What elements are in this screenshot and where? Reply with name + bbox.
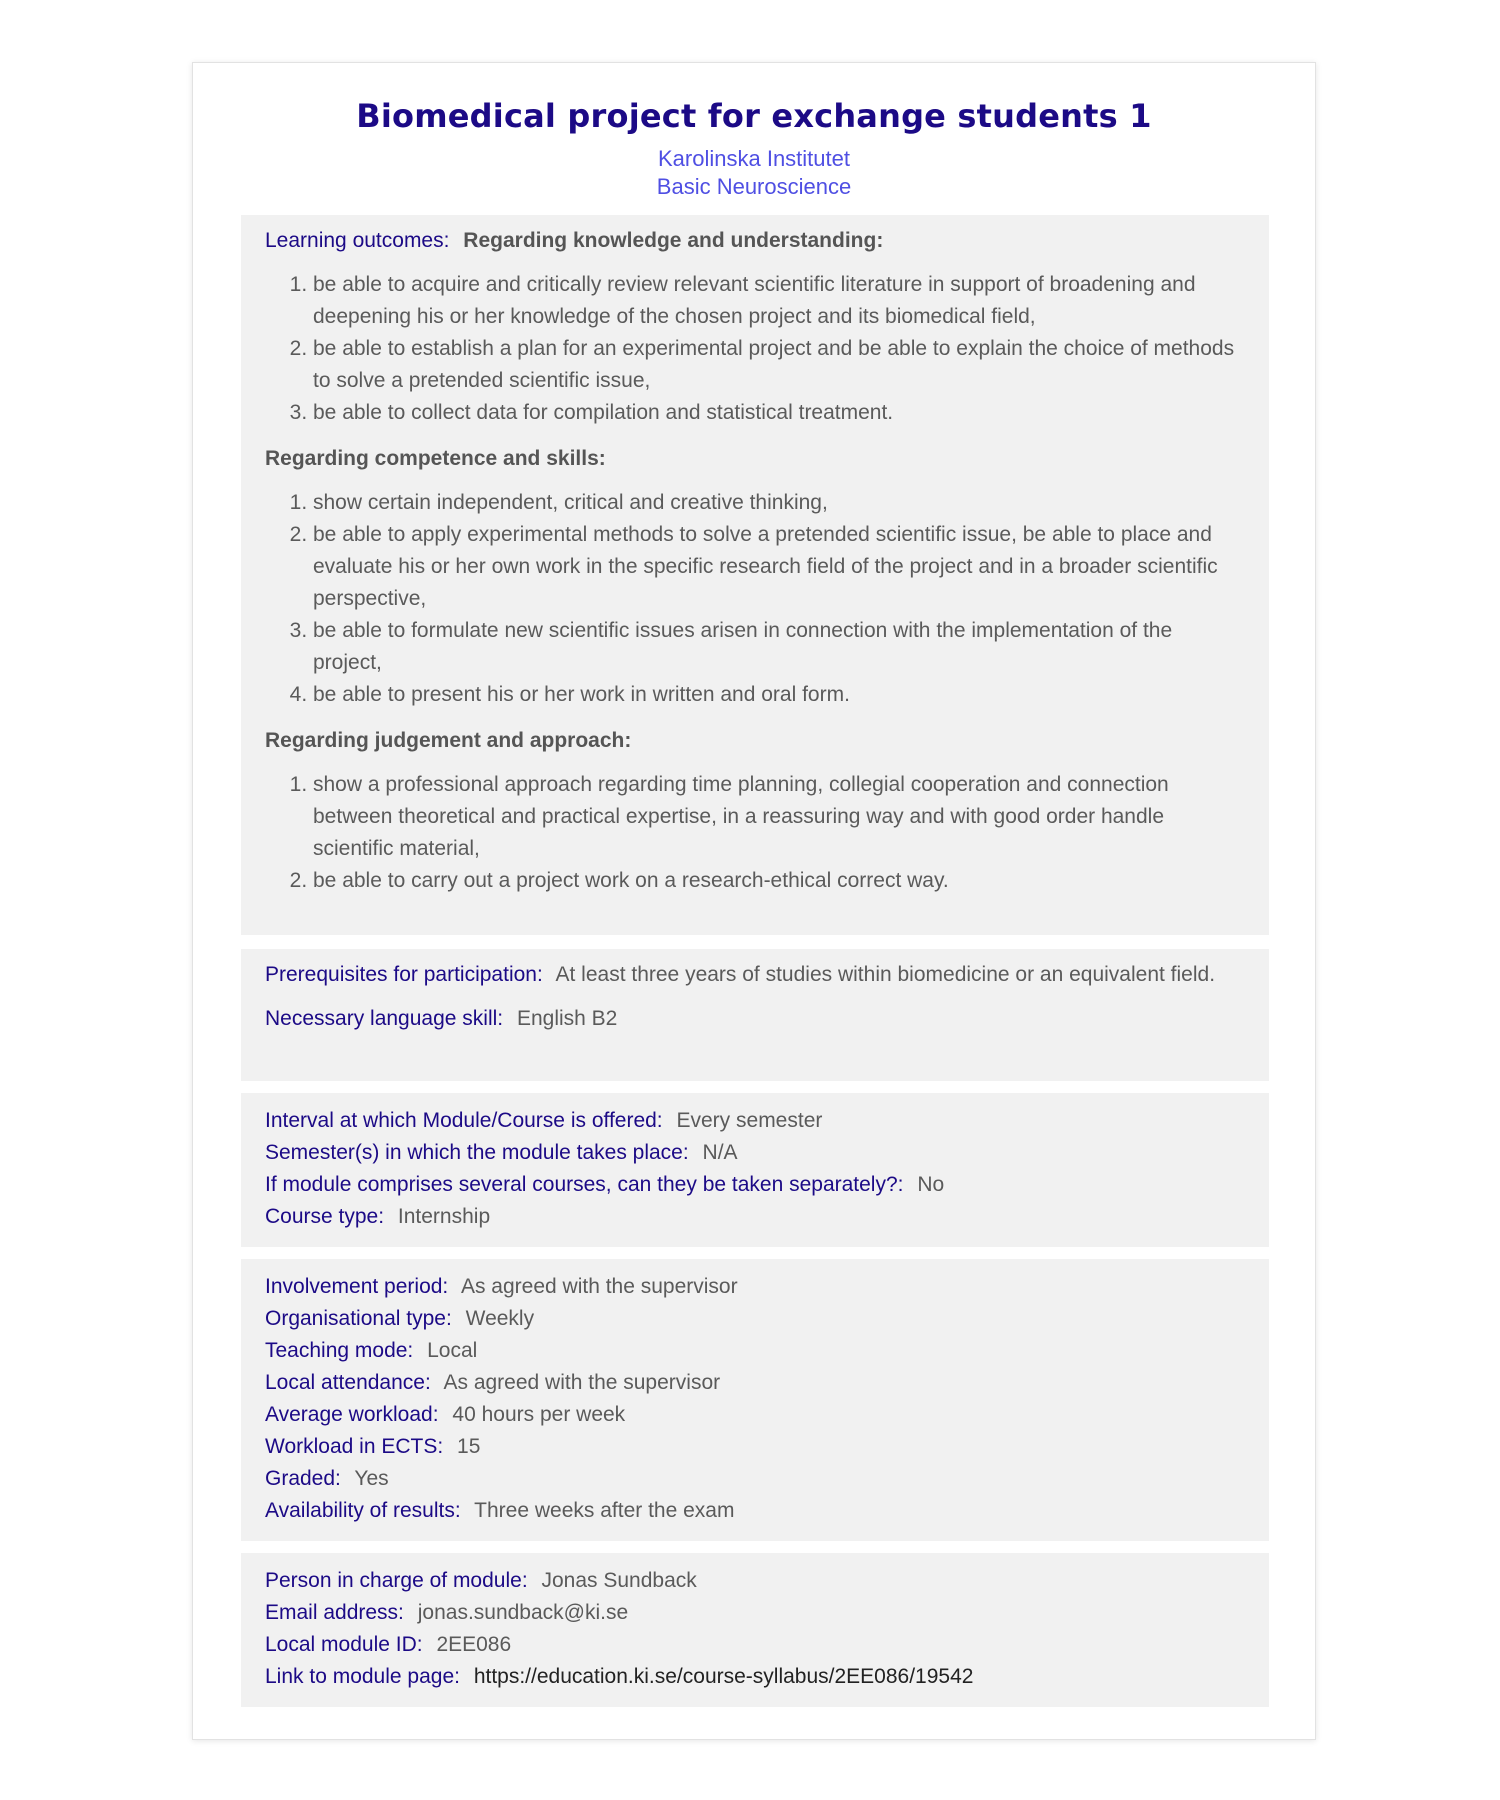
institution-name: Karolinska Institutet [658,146,850,171]
person-label: Person in charge of module: [265,1569,528,1592]
language-value: English B2 [516,1007,618,1030]
teaching-mode-label: Teaching mode: [265,1339,414,1362]
average-workload-row [265,1399,1245,1431]
involvement-period-label: Involvement period: [265,1275,449,1298]
involvement-section [241,1259,1269,1541]
offering-section [241,1093,1269,1247]
competence-list [265,487,1245,711]
ects-row [265,1431,1245,1463]
prerequisites-row [265,959,1245,991]
list-item: 2. be able to apply experimental methods to solve a pretended scientific issue, be able to place and evaluate his or her own work in the specific research field of the project and in a broader scientific perspective, [313,519,1245,615]
person-row [265,1565,1245,1597]
list-item: 1. be able to acquire and critically review relevant scientific literature in support of broadening and deepening his or her knowledge of the chosen project and its biomedical field, [313,269,1245,333]
module-card [192,62,1316,1740]
module-link-row [265,1661,1245,1693]
course-type-row [265,1201,1245,1233]
organisational-type-label: Organisational type: [265,1307,452,1330]
interval-label: Interval at which Module/Course is offered: [265,1109,663,1132]
ects-label: Workload in ECTS: [265,1435,444,1458]
list-item: 2. be able to establish a plan for an experimental project and be able to explain the choice of methods to solve a pretended scientific issue, [313,333,1245,397]
graded-row [265,1463,1245,1495]
list-item: 2. be able to carry out a project work on a research-ethical correct way. [313,865,1245,897]
learning-outcomes-section [241,215,1269,935]
semester-row [265,1137,1245,1169]
contact-section [241,1553,1269,1707]
list-item: 1. show a professional approach regarding time planning, collegial cooperation and connection between theoretical and practical expertise, in a reassuring way and with good order handle scientific material, [313,769,1245,865]
organisational-type-value: Weekly [465,1307,535,1330]
local-attendance-row [265,1367,1245,1399]
email-row [265,1597,1245,1629]
email-value: jonas.sundback@ki.se [417,1601,629,1624]
average-workload-value: 40 hours per week [452,1403,626,1426]
learning-outcomes-label: Learning outcomes: [265,229,450,252]
teaching-mode-row [265,1335,1245,1367]
list-item: 3. be able to formulate new scientific issues arisen in connection with the implementation of the project, [313,615,1245,679]
results-value: Three weeks after the exam [474,1499,735,1522]
judgement-list [265,769,1245,897]
module-id-value: 2EE086 [436,1633,512,1656]
module-title: Biomedical project for exchange students 1 [356,97,1152,135]
semester-label: Semester(s) in which the module takes place: [265,1141,689,1164]
graded-label: Graded: [265,1467,341,1490]
involvement-period-value: As agreed with the supervisor [460,1275,738,1298]
involvement-period-row [265,1271,1245,1303]
email-label: Email address: [265,1601,404,1624]
language-label: Necessary language skill: [265,1007,504,1030]
average-workload-label: Average workload: [265,1403,439,1426]
results-label: Availability of results: [265,1499,461,1522]
department-name: Basic Neuroscience [656,174,852,199]
interval-value: Every semester [676,1109,823,1132]
course-type-label: Course type: [265,1205,385,1228]
language-row [265,1003,1245,1035]
prerequisites-value: At least three years of studies within biomedicine or an equivalent field. [555,963,1216,986]
local-attendance-value: As agreed with the supervisor [443,1371,721,1394]
list-item: 1. show certain independent, critical and creative thinking, [313,487,1245,519]
knowledge-heading-row [265,225,1245,257]
separate-value: No [917,1173,945,1196]
competence-heading: Regarding competence and skills: [265,447,606,470]
person-value: Jonas Sundback [541,1569,697,1592]
ects-value: 15 [457,1435,481,1458]
teaching-mode-value: Local [427,1339,478,1362]
results-row [265,1495,1245,1527]
knowledge-heading: Regarding knowledge and understanding: [463,229,884,252]
judgement-heading: Regarding judgement and approach: [265,729,632,752]
interval-row [265,1105,1245,1137]
local-attendance-label: Local attendance: [265,1371,431,1394]
semester-value: N/A [702,1141,738,1164]
module-id-row [265,1629,1245,1661]
module-id-label: Local module ID: [265,1633,423,1656]
list-item: 4. be able to present his or her work in written and oral form. [313,679,1245,711]
separate-row [265,1169,1245,1201]
course-type-value: Internship [397,1205,491,1228]
module-page-link[interactable]: https://education.ki.se/course-syllabus/2EE086/19542 [473,1665,974,1688]
knowledge-list [265,269,1245,429]
list-item: 3. be able to collect data for compilation and statistical treatment. [313,397,1245,429]
prerequisites-label: Prerequisites for participation: [265,963,543,986]
prerequisites-section [241,949,1269,1081]
module-link-label: Link to module page: [265,1665,460,1688]
organisational-type-row [265,1303,1245,1335]
graded-value: Yes [354,1467,389,1490]
separate-label: If module comprises several courses, can they be taken separately?: [265,1173,904,1196]
